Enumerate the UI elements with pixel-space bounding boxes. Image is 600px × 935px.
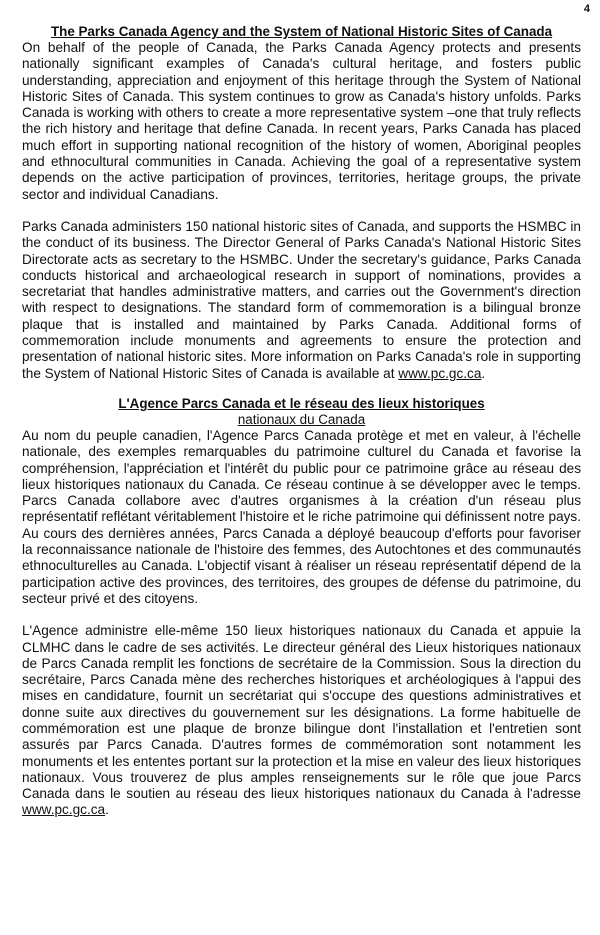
french-section [22,396,581,819]
french-paragraph-2-end: . [105,802,109,818]
french-paragraph-2-text: L'Agence administre elle-même 150 lieux historiques nationaux du Canada et appuie la CLMHC dans le cadre de ses activités. Le directeur général des Lieux historiques nationaux de Parcs Canada remplit les fonctions de secrétaire de la Commission. Sous la direction du secrétaire, Parcs Canada mène des recherches historiques et archéologiques à l'appui des mises en candidature, fournit un secrétariat qui s'occupe des questions administratives et donne suite aux directives du gouvernement sur les désignations. La forme habituelle de commémoration est une plaque de bronze bilingue dont l'installation et l'entretien sont assurés par Parcs Canada. D'autres formes de commémoration sont notamment les monuments et les ententes portant sur la protection et la mise en valeur des lieux historiques nationaux. Vous trouverez de plus amples renseignements sur le rôle que joue Parcs Canada dans le soutien au réseau des lieux historiques nationaux du Canada à l'adresse [22,623,581,802]
english-section [22,24,581,382]
french-paragraph-1: Au nom du peuple canadien, l'Agence Parcs Canada protège et met en valeur, à l'échelle nationale, des exemples remarquables du patrimoine culturel du Canada et favorise la compréhension, l'appréciation et l'intérêt du public pour ce patrimoine grâce au réseau des lieux historiques nationaux du Canada. Ce réseau continue à se développer avec le temps. Parcs Canada collabore avec d'autres organismes à la création d'un réseau plus représentatif reflétant véritablement l'histoire et le riche patrimoine qui définissent notre pays. Au cours des dernières années, Parcs Canada a déployé beaucoup d'efforts pour favoriser la reconnaissance nationale de l'histoire des femmes, des Autochtones et des communautés ethnoculturelles au Canada. L'objectif visant à réaliser un réseau représentatif dépend de la participation active des provinces, des territoires, des groupes de défense du patrimoine, du secteur privé et des citoyens. [22,427,581,606]
english-paragraph-2-end: . [481,365,486,381]
document-page [22,0,581,819]
french-website-link[interactable]: www.pc.gc.ca [22,802,106,818]
english-paragraph-2-text: Parks Canada administers 150 national historic sites of Canada, and supports the HSMBC in the conduct of its business. The Director General of Parks Canada's National Historic Sites Directorate acts as secretary to the HSMBC. Under the secretary's guidance, Parks Canada conducts historical and archaeological research in support of nominations, provides a secretariat that handles administrative matters, and carries out the Government's direction with respect to designations. The standard form of commemoration is a bilingual bronze plaque that is installed and maintained by Parks Canada. Additional forms of commemoration include monuments and agreements to ensure the protection and presentation of national historic sites. More information on Parks Canada's role in supporting the System of National Historic Sites of Canada is available at [22,218,581,381]
english-paragraph-1: On behalf of the people of Canada, the Parks Canada Agency protects and presents nationally significant examples of Canada's cultural heritage, and fosters public understanding, appreciation and enjoyment of this heritage through the System of National Historic Sites of Canada. This system continues to grow as Canada's history unfolds. Parks Canada is working with others to create a more representative system –one that truly reflects the rich history and heritage that define Canada. In recent years, Parks Canada has placed much effort in supporting national recognition of the history of women, Aboriginal peoples and ethnocultural communities in Canada. Achieving the goal of a representative system depends on the active participation of provinces, territories, heritage groups, the private sector and individual Canadians. [22,40,581,202]
page-number: 4 [583,3,590,15]
english-website-link[interactable]: www.pc.gc.ca [398,365,482,381]
french-paragraph-2 [22,623,581,819]
french-heading-line-2: nationaux du Canada [237,411,366,427]
english-heading: The Parks Canada Agency and the System of National Historic Sites of Canada [50,24,553,39]
english-paragraph-2 [22,219,581,382]
french-heading: L'Agence Parcs Canada et le réseau des lieux historiques [118,395,485,411]
